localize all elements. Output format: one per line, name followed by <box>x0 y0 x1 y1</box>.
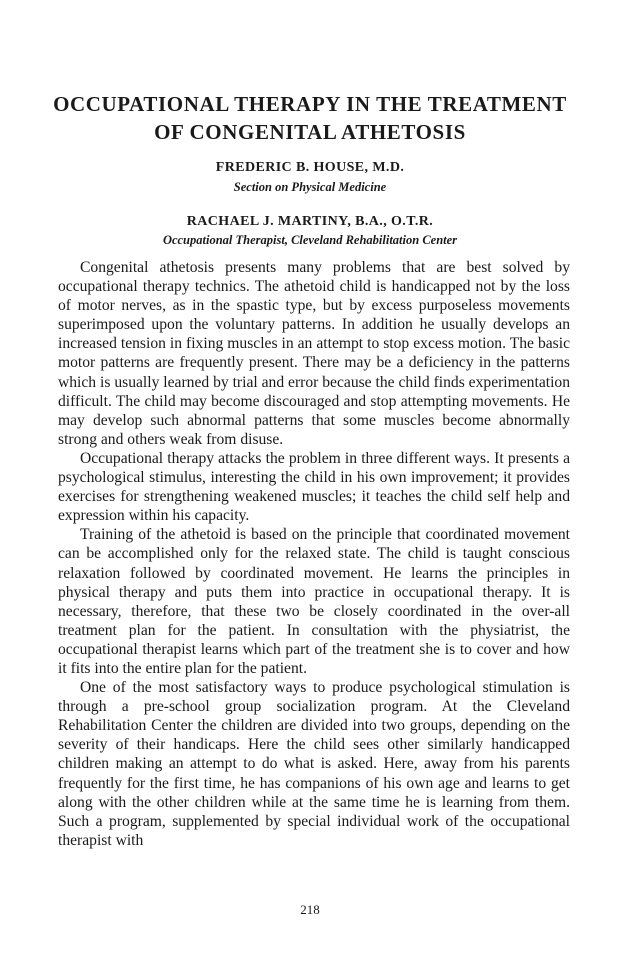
author-affiliation-2: Occupational Therapist, Cleveland Rehabilitation Center <box>162 233 458 247</box>
article-body <box>58 258 570 850</box>
author-name-1: FREDERIC B. HOUSE, M.D. <box>215 160 405 175</box>
author-affiliation-1: Section on Physical Medicine <box>233 180 387 194</box>
page-number: 218 <box>300 902 320 917</box>
body-paragraph-4: One of the most satisfactory ways to produce psychological stimulation is through a pre-school group socialization program. At the Cleveland Rehabilitation Center the children are divided into two groups, depending on the severity of their handicaps. Here the child sees other similarly handicapped children making an attempt to do what is asked. Here, away from his parents frequently for the first time, he has companions of his own age and learns to get along with the other children while at the same time he is learning from them. Such a program, supplemented by special individual work of the occupational therapist with <box>58 679 570 849</box>
body-paragraph-1: Congenital athetosis presents many problems that are best solved by occupational therapy technics. The athetoid child is handicapped not by the loss of motor nerves, as in the spastic type, but by excess purposeless movements superimposed upon the voluntary patterns. In addition he usually develops an increased tension in fixing muscles in an attempt to stop excess motion. The basic motor patterns are frequently present. There may be a deficiency in the patterns which is usually learned by trial and error because the child finds experimentation difficult. The child may become discouraged and stop attempting movements. He may develop such abnormal patterns that some muscles become abnormally strong and others weak from disuse. <box>58 259 570 448</box>
article-title-line-2: OF CONGENITAL ATHETOSIS <box>154 120 466 144</box>
author-name-2: RACHAEL J. MARTINY, B.A., O.T.R. <box>186 214 434 229</box>
article-title-line-1: OCCUPATIONAL THERAPY IN THE TREATMENT <box>53 92 567 116</box>
body-paragraph-2: Occupational therapy attacks the problem in three different ways. It presents a psychological stimulus, interesting the child in his own improvement; it provides exercises for strengthening weakened muscles; it teaches the child self help and expression within his capacity. <box>58 449 570 525</box>
body-paragraph-3: Training of the athetoid is based on the principle that coordinated movement can be accomplished only for the relaxed state. The child is taught conscious relaxation followed by coordinated movement. He learns the principles in physical therapy and puts them into practice in occupational therapy. It is necessary, therefore, that these two be closely coordinated in the over-all treatment plan for the patient. In consultation with the physiatrist, the occupational therapist learns which part of the treatment she is to cover and how it fits into the entire plan for the patient. <box>58 526 570 677</box>
